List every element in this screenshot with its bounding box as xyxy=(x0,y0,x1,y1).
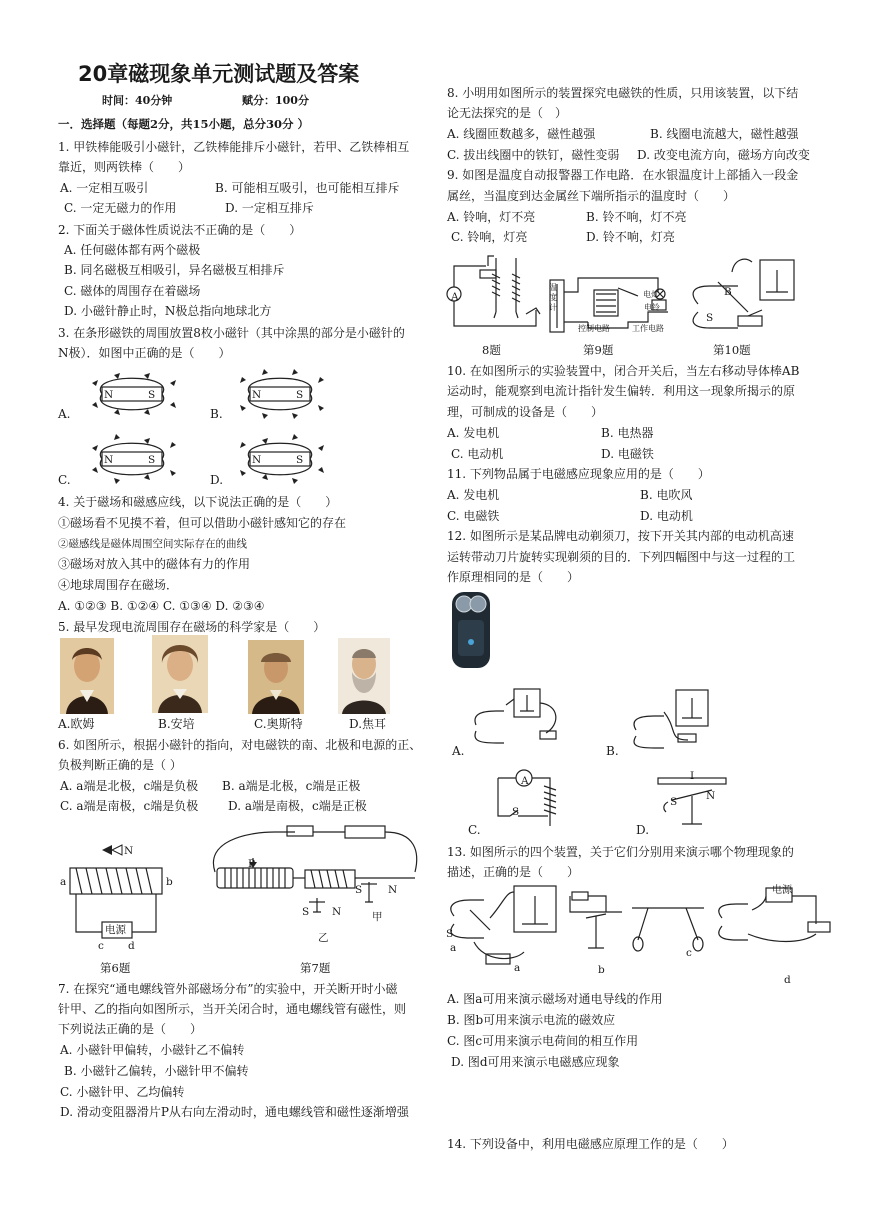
q6-label-a: a xyxy=(60,876,67,888)
q2-option-b[interactable]: B. 同名磁极互相吸引，异名磁极互相排斥 xyxy=(64,263,285,277)
portrait-oersted[interactable] xyxy=(248,640,304,714)
q11-stem: 11. 下列物品属于电磁感应现象应用的是（ ） xyxy=(447,467,710,481)
q7-stem-line3: 下列说法正确的是（ ） xyxy=(58,1022,203,1036)
q5-option-a[interactable]: A.欧姆 xyxy=(58,717,95,731)
exam-time: 时间：40分钟 xyxy=(102,94,173,107)
q6-option-d[interactable]: D. a端是南极，c端是正极 xyxy=(228,799,367,813)
portrait-ohm[interactable] xyxy=(60,638,114,714)
q2-option-c[interactable]: C. 磁体的周围存在着磁场 xyxy=(64,284,201,298)
q1-option-b[interactable]: B. 可能相互吸引，也可能相互排斥 xyxy=(215,181,400,195)
q12-label-d: D. xyxy=(636,823,650,837)
q12-label-a: A. xyxy=(452,744,465,758)
q9-thermometer-label: 温度计 xyxy=(549,283,557,312)
q6-needle-n: N xyxy=(124,845,134,857)
q7-pole-n: N xyxy=(332,906,342,918)
q11-option-b[interactable]: B. 电吹风 xyxy=(640,488,693,502)
q6-stem-line1: 6. 如图所示，根据小磁针的指向，对电磁铁的南、北极和电源的正、 xyxy=(58,738,422,752)
q4-statement-4: ④地球周围存在磁场． xyxy=(58,578,179,592)
q3-b-n: N xyxy=(252,389,262,401)
q6-label-b: b xyxy=(166,876,173,888)
q7-option-b[interactable]: B. 小磁针乙偏转，小磁针甲不偏转 xyxy=(64,1064,249,1078)
q6-option-a[interactable]: A. a端是北极，c端是负极 xyxy=(60,779,199,793)
q4-options[interactable]: A. ①②③ B. ①②④ C. ①③④ D. ②③④ xyxy=(58,599,265,613)
q3-figure-d[interactable] xyxy=(230,430,330,490)
q12-ammeter: A xyxy=(521,775,529,787)
q6-option-b[interactable]: B. a端是北极，c端是正极 xyxy=(222,779,361,793)
q4-stem: 4. 关于磁场和磁感应线，以下说法正确的是（ ） xyxy=(58,495,338,509)
q12-figure-b[interactable] xyxy=(628,690,728,750)
q12-stem-line1: 12. 如图所示是某品牌电动剃须刀，按下开关其内部的电动机高速 xyxy=(447,529,794,543)
q5-option-c[interactable]: C.奥斯特 xyxy=(254,717,303,731)
q9-stem-line1: 9. 如图是温度自动报警器工作电路．在水银温度计上部插入一段金 xyxy=(447,168,799,182)
q9-work-circuit-label: 工作电路 xyxy=(632,324,664,333)
q3-figure-b[interactable] xyxy=(230,365,330,425)
q3-c-n: N xyxy=(104,454,114,466)
q12-stem-line2: 运转带动刀片旋转实现剃须的目的．下列四幅图中与这一过程的工 xyxy=(447,550,796,564)
q13-power-label: 电源 xyxy=(772,885,792,896)
q3-c-s: S xyxy=(148,454,156,466)
q3-label-d: D. xyxy=(210,473,224,487)
q6-power-label: 电源 xyxy=(105,924,126,936)
q7-label-jia: 甲 xyxy=(372,911,383,923)
page-title: 20章磁现象单元测试题及答案 xyxy=(78,62,360,86)
q13-label-a: a xyxy=(514,962,521,974)
q10-label-s: S xyxy=(706,312,714,324)
q7-slider-p: P xyxy=(248,858,256,870)
q10-label-b: B xyxy=(724,286,732,298)
q7-pole-s2: S xyxy=(355,884,363,896)
q3-a-n: N xyxy=(104,389,114,401)
q9-caption: 第9题 xyxy=(583,343,614,357)
q11-option-d[interactable]: D. 电动机 xyxy=(640,509,693,523)
q4-statement-2: ②磁感线是磁体周围空间实际存在的曲线 xyxy=(58,538,247,550)
q7-stem-line1: 7. 在探究“通电螺线管外部磁场分布”的实验中，开关断开时小磁 xyxy=(58,982,398,996)
q8-stem-line2: 论无法探究的是（ ） xyxy=(447,106,568,120)
q10-caption: 第10题 xyxy=(713,343,751,357)
q2-option-d[interactable]: D. 小磁针静止时，N极总指向地球北方 xyxy=(64,304,272,318)
q3-figure-c[interactable] xyxy=(82,430,182,490)
q7-pole-n2: N xyxy=(388,884,398,896)
q5-stem: 5. 最早发现电流周围存在磁场的科学家是（ ） xyxy=(58,620,326,634)
q13-stem-line1: 13. 如图所示的四个装置，关于它们分别用来演示哪个物理现象的 xyxy=(447,845,794,859)
q6-label-c: c xyxy=(98,940,104,952)
q13-label-c: c xyxy=(686,947,692,959)
q5-option-b[interactable]: B.安培 xyxy=(158,717,195,731)
q3-label-b: B. xyxy=(210,407,223,421)
q12-label-c: C. xyxy=(468,823,481,837)
q8-figure-electromagnet[interactable] xyxy=(446,252,546,337)
q7-option-c[interactable]: C. 小磁针甲、乙均偏转 xyxy=(60,1085,185,1099)
q9-control-circuit-label: 控制电路 xyxy=(578,324,610,333)
q3-d-s: S xyxy=(296,454,304,466)
q13-label-b: b xyxy=(598,964,605,976)
q3-b-s: S xyxy=(296,389,304,401)
q12-switch-s: S xyxy=(512,806,520,818)
q13-stem-line2: 描述，正确的是（ ） xyxy=(447,865,580,879)
q14-stem: 14. 下列设备中，利用电磁感应原理工作的是（ ） xyxy=(447,1137,734,1151)
q1-stem-line2: 靠近，则两铁棒（ ） xyxy=(58,160,191,174)
q3-stem-line1: 3. 在条形磁铁的周围放置8枚小磁针（其中涂黑的部分是小磁针的 xyxy=(58,326,405,340)
q12-stem-line3: 作原理相同的是（ ） xyxy=(447,570,580,584)
q8-option-b[interactable]: B. 线圈电流越大，磁性越强 xyxy=(650,127,799,141)
q3-figure-a[interactable] xyxy=(82,365,182,425)
q11-option-a[interactable]: A. 发电机 xyxy=(447,488,500,502)
portrait-ampere[interactable] xyxy=(152,635,208,713)
q5-option-d[interactable]: D.焦耳 xyxy=(349,717,387,731)
q6-label-d: d xyxy=(128,940,135,952)
q3-stem-line2: N极）．如图中正确的是（ ） xyxy=(58,346,231,360)
q7-label-yi: 乙 xyxy=(318,932,329,944)
q10-option-b[interactable]: B. 电热器 xyxy=(601,426,654,440)
q7-caption: 第7题 xyxy=(300,961,331,975)
q6-caption: 第6题 xyxy=(100,961,131,975)
q1-stem-line1: 1. 甲铁棒能吸引小磁针，乙铁棒能排斥小磁针，若甲、乙铁棒相互 xyxy=(58,140,410,154)
q7-option-d[interactable]: D. 滑动变阻器滑片P从右向左滑动时，通电螺线管和磁性逐渐增强 xyxy=(60,1105,409,1119)
q1-option-c[interactable]: C. 一定无磁力的作用 xyxy=(64,201,177,215)
q12-current-i: I xyxy=(690,770,695,782)
q4-statement-1: ①磁场看不见摸不着，但可以借助小磁针感知它的存在 xyxy=(58,516,347,530)
exam-score: 赋分：100分 xyxy=(242,94,309,107)
q7-stem-line2: 针甲、乙的指向如图所示，当开关闭合时，通电螺线管有磁性，则 xyxy=(58,1002,407,1016)
q6-option-c[interactable]: C. a端是南极，c端是负极 xyxy=(60,799,199,813)
q4-statement-3: ③磁场对放入其中的磁体有力的作用 xyxy=(58,557,251,571)
q10-stem-line1: 10. 在如图所示的实验装置中，闭合开关后，当左右移动导体棒AB xyxy=(447,364,800,378)
q13-figure-b[interactable] xyxy=(566,888,626,958)
q12-figure-a[interactable] xyxy=(470,685,570,745)
q9-option-b[interactable]: B. 铃不响，灯不亮 xyxy=(586,210,687,224)
q3-d-n: N xyxy=(252,454,262,466)
q7-pole-s: S xyxy=(302,906,310,918)
q13-option-b[interactable]: B. 图b可用来演示电流的磁效应 xyxy=(447,1013,616,1027)
q10-stem-line2: 运动时，能观察到电流计指针发生偏转．利用这一现象所揭示的原 xyxy=(447,384,796,398)
q8-stem-line1: 8. 小明用如图所示的装置探究电磁铁的性质，只用该装置，以下结 xyxy=(447,86,799,100)
q12-shaver-image[interactable] xyxy=(448,590,494,670)
q10-option-a[interactable]: A. 发电机 xyxy=(447,426,500,440)
q8-option-c[interactable]: C. 拔出线圈中的铁钉，磁性变弱 xyxy=(447,148,620,162)
q7-option-a[interactable]: A. 小磁针甲偏转，小磁针乙不偏转 xyxy=(60,1043,245,1057)
q1-option-d[interactable]: D. 一定相互排斥 xyxy=(225,201,314,215)
q9-option-a[interactable]: A. 铃响，灯不亮 xyxy=(447,210,536,224)
q10-option-c[interactable]: C. 电动机 xyxy=(451,447,504,461)
q9-option-c[interactable]: C. 铃响，灯亮 xyxy=(451,230,528,244)
q10-figure-generator[interactable] xyxy=(688,252,798,342)
q13-figure-c[interactable] xyxy=(628,888,708,960)
q2-stem: 2. 下面关于磁体性质说法不正确的是（ ） xyxy=(58,223,302,237)
q9-stem-line2: 属丝，当温度到达金属丝下端所指示的温度时（ ） xyxy=(447,189,736,203)
q8-option-d[interactable]: D. 改变电流方向，磁场方向改变 xyxy=(637,148,810,162)
q8-caption: 8题 xyxy=(482,343,501,357)
q3-a-s: S xyxy=(148,389,156,401)
q12-label-b: B. xyxy=(606,744,619,758)
q12-d-n: N xyxy=(706,790,716,802)
q9-lamp-label: 电灯 xyxy=(643,290,659,299)
q2-option-a[interactable]: A. 任何磁体都有两个磁极 xyxy=(64,243,201,257)
q13-option-a[interactable]: A. 图a可用来演示磁场对通电导线的作用 xyxy=(447,992,663,1006)
q13-figure-a[interactable] xyxy=(444,882,564,968)
q13-option-d[interactable]: D. 图d可用来演示电磁感应现象 xyxy=(451,1055,620,1069)
q10-option-d[interactable]: D. 电磁铁 xyxy=(601,447,654,461)
q9-bell-label: 电铃 xyxy=(644,303,660,312)
q13-option-c[interactable]: C. 图c可用来演示电荷间的相互作用 xyxy=(447,1034,639,1048)
q9-option-d[interactable]: D. 铃不响，灯亮 xyxy=(586,230,675,244)
q8-option-a[interactable]: A. 线圈匝数越多，磁性越强 xyxy=(447,127,596,141)
q11-option-c[interactable]: C. 电磁铁 xyxy=(447,509,500,523)
section-heading: 一．选择题（每题2分，共15小题，总分30分 ） xyxy=(58,117,310,131)
q1-option-a[interactable]: A. 一定相互吸引 xyxy=(60,181,149,195)
q8-ammeter: A xyxy=(451,291,459,303)
q3-label-a: A. xyxy=(58,407,71,421)
q13-label-d: d xyxy=(784,974,791,986)
q12-d-s: S xyxy=(670,796,678,808)
q10-stem-line3: 理，可制成的设备是（ ） xyxy=(447,405,604,419)
q13-a-letter: a xyxy=(450,942,457,954)
q3-label-c: C. xyxy=(58,473,71,487)
portrait-joule[interactable] xyxy=(338,638,390,714)
q6-stem-line2: 负极判断正确的是（ ） xyxy=(58,758,182,772)
q13-a-pole: S xyxy=(446,928,454,940)
